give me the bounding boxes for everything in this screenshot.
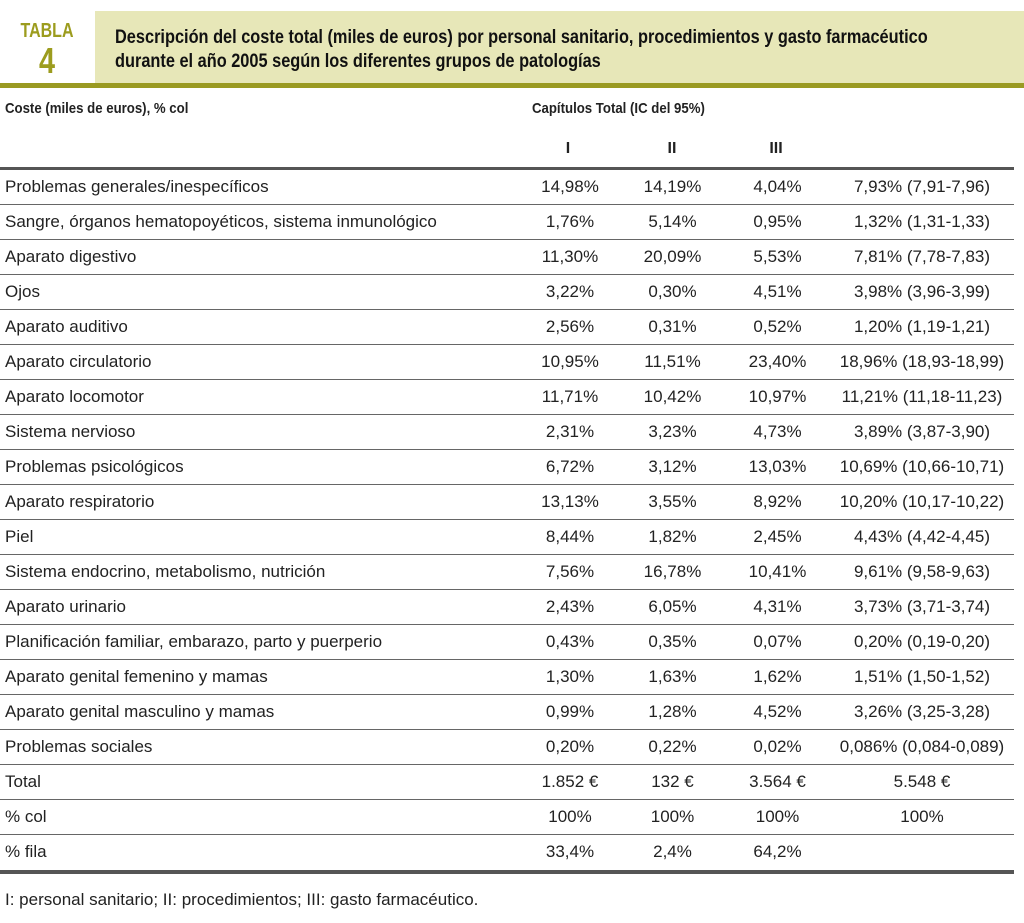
cell-ii: 3,12% bbox=[620, 450, 725, 485]
table-row bbox=[0, 205, 1014, 240]
cell-iii: 4,51% bbox=[725, 275, 830, 310]
row-label: Aparato digestivo bbox=[0, 240, 520, 275]
row-label: Sistema nervioso bbox=[0, 415, 520, 450]
cell-i: 0,43% bbox=[520, 625, 620, 660]
footnote: I: personal sanitario; II: procedimientos; III: gasto farmacéutico. bbox=[5, 890, 479, 909]
col-header-i: I bbox=[565, 140, 571, 157]
table-row bbox=[0, 345, 1014, 380]
table-row bbox=[0, 590, 1014, 625]
cell-iii: 0,52% bbox=[725, 310, 830, 345]
cell-total: 3,26% (3,25-3,28) bbox=[830, 695, 1014, 730]
cell-total: 3,89% (3,87-3,90) bbox=[830, 415, 1014, 450]
cell-ii: 1,28% bbox=[620, 695, 725, 730]
cell-total: 4,43% (4,42-4,45) bbox=[830, 520, 1014, 555]
cell-ii: 100% bbox=[620, 800, 725, 835]
cell-iii: 1,62% bbox=[725, 660, 830, 695]
table-row bbox=[0, 835, 1014, 870]
cell-i: 33,4% bbox=[545, 842, 595, 861]
row-label: Ojos bbox=[0, 275, 520, 310]
cell-total: 9,61% (9,58-9,63) bbox=[830, 555, 1014, 590]
table-row bbox=[0, 450, 1014, 485]
table-row bbox=[0, 555, 1014, 590]
cell-iii: 4,04% bbox=[725, 170, 830, 205]
cell-total: 7,81% (7,78-7,83) bbox=[830, 240, 1014, 275]
cell-iii: 8,92% bbox=[725, 485, 830, 520]
title-underline bbox=[0, 83, 1024, 88]
cell-total bbox=[830, 835, 1014, 870]
table-row bbox=[0, 415, 1014, 450]
cell-ii: 132 € bbox=[620, 765, 725, 800]
cell-total: 0,086% (0,084-0,089) bbox=[830, 730, 1014, 765]
cell-iii: 0,02% bbox=[725, 730, 830, 765]
row-label: Aparato genital femenino y mamas bbox=[0, 660, 520, 695]
cell-ii: 14,19% bbox=[620, 170, 725, 205]
cell-total: 11,21% (11,18-11,23) bbox=[830, 380, 1014, 415]
table-number: 4 bbox=[38, 40, 56, 81]
group-header: Capítulos Total (IC del 95%) bbox=[532, 100, 705, 117]
cell-ii: 3,55% bbox=[620, 485, 725, 520]
cell-i: 7,56% bbox=[520, 555, 620, 590]
row-label: Aparato respiratorio bbox=[0, 485, 520, 520]
cell-ii: 0,30% bbox=[620, 275, 725, 310]
cell-total: 1,20% (1,19-1,21) bbox=[830, 310, 1014, 345]
cell-ii: 2,4% bbox=[653, 842, 692, 861]
table-row bbox=[0, 765, 1014, 800]
cell-ii: 0,35% bbox=[620, 625, 725, 660]
cell-total: 5.548 € bbox=[830, 765, 1014, 800]
cell-i: 14,98% bbox=[520, 170, 620, 205]
cell-iii: 4,73% bbox=[725, 415, 830, 450]
cell-ii: 0,22% bbox=[620, 730, 725, 765]
table-row bbox=[0, 660, 1014, 695]
bottom-rule bbox=[0, 870, 1014, 874]
cell-total: 18,96% (18,93-18,99) bbox=[830, 345, 1014, 380]
col-header-iii: III bbox=[769, 140, 783, 157]
cell-total: 7,93% (7,91-7,96) bbox=[830, 170, 1014, 205]
row-label: Aparato auditivo bbox=[0, 310, 520, 345]
table-row bbox=[0, 625, 1014, 660]
cell-ii: 0,31% bbox=[620, 310, 725, 345]
row-label: % fila bbox=[5, 842, 47, 861]
cell-iii: 23,40% bbox=[725, 345, 830, 380]
table-row bbox=[0, 310, 1014, 345]
table-title: Descripción del coste total (miles de euros) por personal sanitario, procedimientos y gasto farmacéutico durante el año 2005 según los diferentes grupos de patologías bbox=[115, 27, 928, 72]
table-row bbox=[0, 240, 1014, 275]
cell-total: 10,69% (10,66-10,71) bbox=[830, 450, 1014, 485]
cell-i: 11,30% bbox=[520, 240, 620, 275]
cell-iii: 0,95% bbox=[725, 205, 830, 240]
cell-i: 3,22% bbox=[520, 275, 620, 310]
row-label: Sistema endocrino, metabolismo, nutrición bbox=[0, 555, 520, 590]
cell-ii: 10,42% bbox=[620, 380, 725, 415]
table-row bbox=[0, 485, 1014, 520]
cell-total: 3,73% (3,71-3,74) bbox=[830, 590, 1014, 625]
row-label: Planificación familiar, embarazo, parto y puerperio bbox=[0, 625, 520, 660]
cell-ii: 16,78% bbox=[620, 555, 725, 590]
row-label: Sangre, órganos hematopoyéticos, sistema inmunológico bbox=[0, 205, 520, 240]
cell-i: 2,31% bbox=[520, 415, 620, 450]
cell-i: 1,76% bbox=[520, 205, 620, 240]
table-row bbox=[0, 520, 1014, 555]
row-label: Aparato urinario bbox=[0, 590, 520, 625]
row-label: Problemas sociales bbox=[0, 730, 520, 765]
cell-i: 2,43% bbox=[520, 590, 620, 625]
table-row bbox=[0, 275, 1014, 310]
cell-i: 0,20% bbox=[520, 730, 620, 765]
row-label: Aparato circulatorio bbox=[0, 345, 520, 380]
table-row bbox=[0, 380, 1014, 415]
table-row bbox=[0, 730, 1014, 765]
row-label: Total bbox=[0, 765, 520, 800]
cell-i: 1,30% bbox=[520, 660, 620, 695]
cell-ii: 1,82% bbox=[620, 520, 725, 555]
cell-ii: 20,09% bbox=[620, 240, 725, 275]
cell-total: 1,32% (1,31-1,33) bbox=[830, 205, 1014, 240]
cell-iii: 4,31% bbox=[725, 590, 830, 625]
col-header-ii: II bbox=[667, 140, 677, 157]
cell-ii: 5,14% bbox=[620, 205, 725, 240]
cell-iii: 3.564 € bbox=[725, 765, 830, 800]
row-label: % col bbox=[0, 800, 520, 835]
cell-iii: 100% bbox=[725, 800, 830, 835]
cell-ii: 3,23% bbox=[620, 415, 725, 450]
table-row bbox=[0, 170, 1014, 205]
cell-iii: 0,07% bbox=[725, 625, 830, 660]
cell-total: 3,98% (3,96-3,99) bbox=[830, 275, 1014, 310]
cell-i: 100% bbox=[520, 800, 620, 835]
cell-ii: 1,63% bbox=[620, 660, 725, 695]
cell-ii: 6,05% bbox=[620, 590, 725, 625]
cell-iii: 2,45% bbox=[725, 520, 830, 555]
table-row bbox=[0, 695, 1014, 730]
cell-iii: 10,97% bbox=[725, 380, 830, 415]
cell-i: 10,95% bbox=[520, 345, 620, 380]
cell-total: 0,20% (0,19-0,20) bbox=[830, 625, 1014, 660]
cell-iii: 5,53% bbox=[725, 240, 830, 275]
row-label: Piel bbox=[0, 520, 520, 555]
cell-total: 10,20% (10,17-10,22) bbox=[830, 485, 1014, 520]
cell-i: 6,72% bbox=[520, 450, 620, 485]
cell-i: 0,99% bbox=[520, 695, 620, 730]
cell-i: 8,44% bbox=[520, 520, 620, 555]
cell-iii: 13,03% bbox=[725, 450, 830, 485]
data-table bbox=[0, 170, 1014, 869]
row-label: Problemas generales/inespecíficos bbox=[0, 170, 520, 205]
cell-ii: 11,51% bbox=[620, 345, 725, 380]
cell-iii: 4,52% bbox=[725, 695, 830, 730]
row-label: Aparato genital masculino y mamas bbox=[0, 695, 520, 730]
row-label: Aparato locomotor bbox=[0, 380, 520, 415]
cell-i: 13,13% bbox=[520, 485, 620, 520]
cell-iii: 10,41% bbox=[725, 555, 830, 590]
table-row bbox=[0, 800, 1014, 835]
cell-total: 1,51% (1,50-1,52) bbox=[830, 660, 1014, 695]
row-label-header: Coste (miles de euros), % col bbox=[5, 100, 189, 117]
cell-i: 11,71% bbox=[520, 380, 620, 415]
table-label-word: TABLA bbox=[20, 20, 74, 42]
table-label bbox=[19, 20, 75, 79]
cell-iii: 64,2% bbox=[753, 842, 802, 861]
cell-i: 1.852 € bbox=[520, 765, 620, 800]
row-label: Problemas psicológicos bbox=[0, 450, 520, 485]
cell-total: 100% bbox=[830, 800, 1014, 835]
cell-i: 2,56% bbox=[520, 310, 620, 345]
